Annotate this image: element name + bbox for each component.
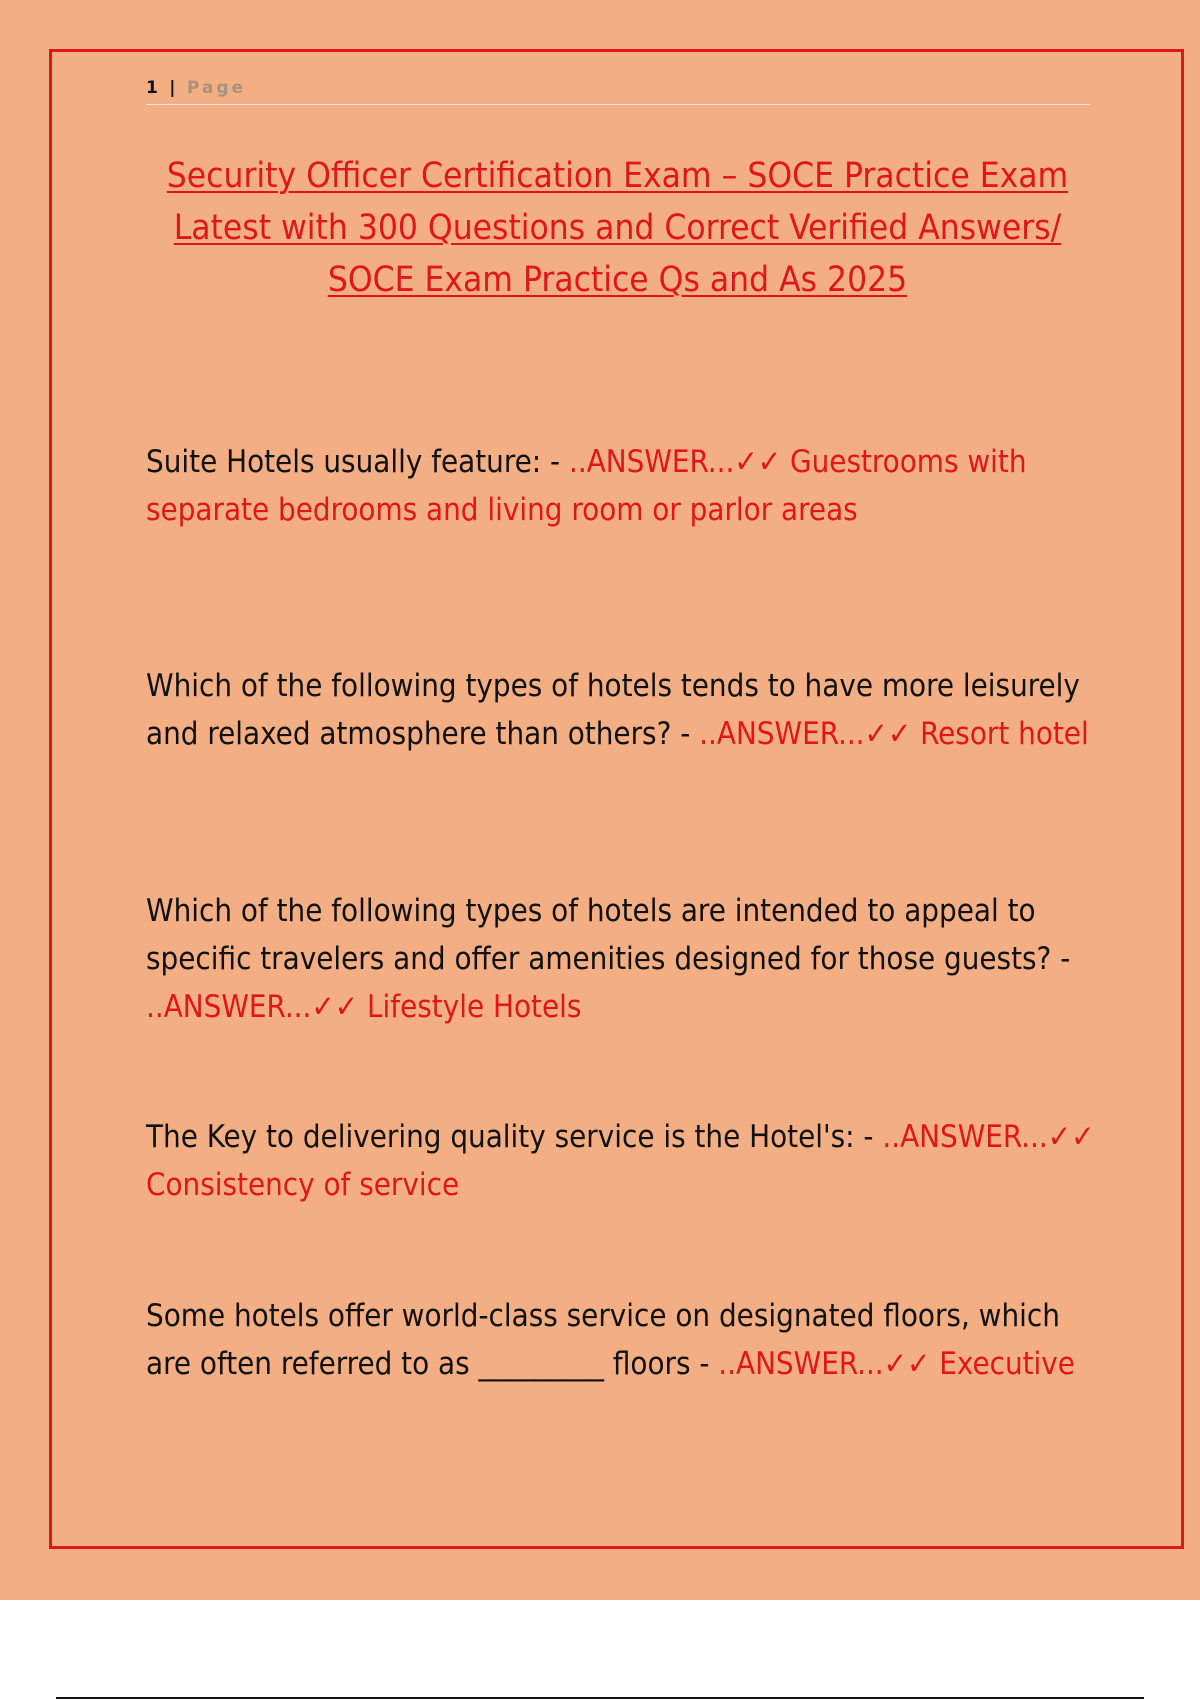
answer-text: Executive [939,1346,1075,1382]
answer-marker: ..ANSWER...✓✓ [718,1346,931,1382]
question-text: Which of the following types of hotels are intended to appeal to specific travelers and offer amenities designed for those guests? - [146,893,1071,977]
qa-item-5 [146,1292,1096,1388]
qa-item-1 [146,438,1096,534]
answer-marker: ..ANSWER...✓✓ [699,716,912,752]
answer-marker: ..ANSWER...✓✓ [882,1119,1095,1155]
footer-rule [56,1697,1144,1699]
answer-marker: ..ANSWER...✓✓ [146,989,359,1025]
question-text: Which of the following types of hotels tends to have more leisurely and relaxed atmosphere than others? - [146,668,1080,752]
question-text: Suite Hotels usually feature: - [146,444,569,480]
question-text: The Key to delivering quality service is the Hotel's: - [146,1119,883,1155]
question-text: Some hotels offer world-class service on designated floors, which are often referred to as _________ floors - [146,1298,1060,1382]
document-title: Security Officer Certification Exam – SOCE Practice Exam Latest with 300 Questions and Correct Verified Answers/ SOCE Exam Practice Qs and As 2025 [166,156,1069,300]
answer-marker: ..ANSWER...✓✓ [568,444,782,480]
answer-text: Guestrooms with separate bedrooms and living room or parlor areas [146,444,1027,528]
page-label: Page [186,78,247,98]
qa-item-3 [146,887,1096,1031]
answer-text: Lifestyle Hotels [367,989,582,1025]
qa-item-2 [146,662,1096,758]
answer-text: Consistency of service [146,1167,460,1203]
page-number: 1 [146,78,161,98]
page-separator: | [169,78,179,98]
page-header [146,75,1090,105]
answer-text: Resort hotel [920,716,1089,752]
qa-item-4 [146,1113,1096,1209]
